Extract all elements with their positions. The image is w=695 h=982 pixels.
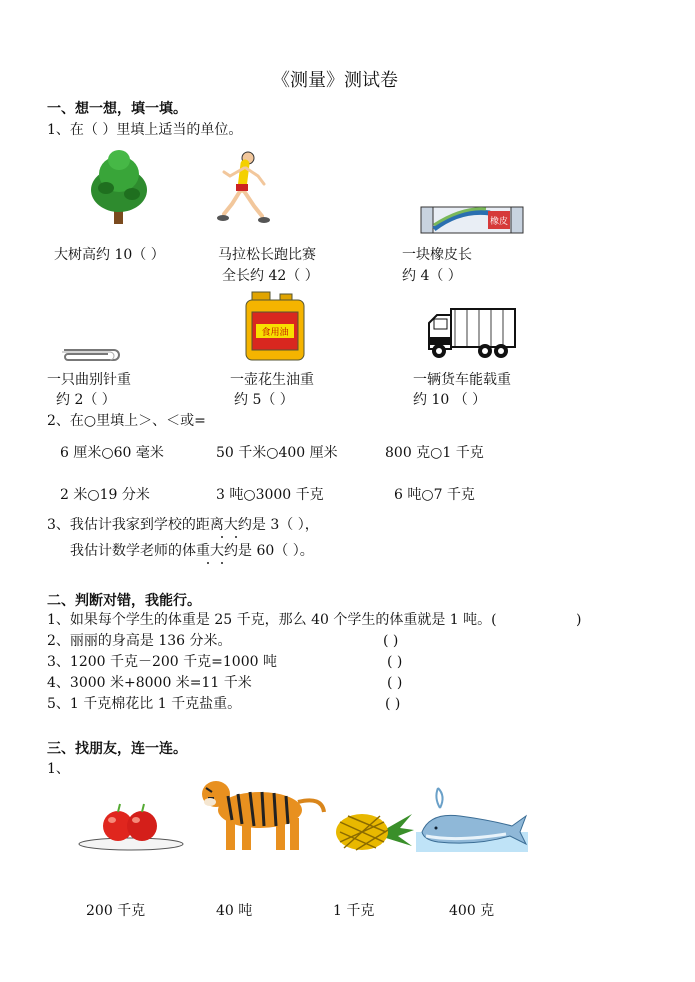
weight-option-3: 1 千克 [333, 903, 375, 919]
emphasis-dot [221, 562, 223, 564]
q1-prompt: 1、在（ ）里填上适当的单位。 [47, 122, 243, 138]
section3-q1: 1、 [47, 761, 70, 777]
emphasis-dot [207, 562, 209, 564]
page-title: 《测量》测试卷 [272, 70, 398, 91]
q3-line1: 3、我估计我家到学校的距离大约是 3（ ）， [47, 517, 319, 533]
item-oil-line2: 约 5（ ） [234, 392, 294, 408]
item-marathon-line2: 全长约 42（ ） [222, 268, 319, 284]
item-paperclip-line2: 约 2（ ） [56, 392, 116, 408]
q3-line2: 我估计数学老师的体重大约是 60（ ）。 [70, 543, 314, 559]
weight-option-2: 40 吨 [216, 903, 253, 919]
tree-icon [88, 150, 150, 226]
q2-row1-item3: 800 克○1 千克 [385, 445, 484, 461]
runner-icon [218, 150, 270, 232]
judge-item-4: 4、3000 米+8000 米=11 千米 [47, 675, 252, 691]
item-paperclip-line1: 一只曲别针重 [47, 372, 131, 388]
item-eraser-line1: 一块橡皮长 [402, 247, 472, 263]
emphasis-dot [221, 536, 223, 538]
q2-row2-item2: 3 吨○3000 千克 [216, 487, 324, 503]
judge-paren-5: ( ) [385, 696, 401, 712]
apples-icon [78, 800, 184, 852]
eraser-label: 橡皮 [489, 217, 509, 227]
judge-item-3: 3、1200 千克－200 千克=1000 吨 [47, 654, 277, 670]
whale-icon [416, 786, 528, 854]
weight-option-1: 200 千克 [86, 903, 146, 919]
section3-heading: 三、找朋友，连一连。 [47, 741, 187, 757]
item-oil-line1: 一壶花生油重 [230, 372, 314, 388]
q2-prompt: 2、在○里填上＞、＜或= [47, 413, 206, 429]
tiger-icon [198, 772, 328, 854]
section2-heading: 二、判断对错，我能行。 [47, 593, 201, 609]
item-eraser-line2: 约 4（ ） [402, 268, 462, 284]
judge-paren-2: ( ) [383, 633, 399, 649]
item-marathon-line1: 马拉松长跑比赛 [218, 247, 316, 263]
q2-row2-item3: 6 吨○7 千克 [394, 487, 475, 503]
item-truck-line2: 约 10 （ ） [413, 392, 487, 408]
item-truck-line1: 一辆货车能载重 [413, 372, 511, 388]
eraser-icon [420, 205, 524, 235]
oil-jug-icon [244, 290, 306, 362]
emphasis-dot [235, 536, 237, 538]
judge-item-5: 5、1 千克棉花比 1 千克盐重。 [47, 696, 242, 712]
oil-label: 食用油 [261, 328, 289, 338]
judge-paren-4: ( ) [387, 675, 403, 691]
paperclip-icon [58, 347, 120, 363]
judge-item-1: 1、如果每个学生的体重是 25 千克，那么 40 个学生的体重就是 1 吨。( [47, 612, 497, 628]
q2-row2-item1: 2 米○19 分米 [60, 487, 150, 503]
section1-heading: 一、想一想，填一填。 [47, 101, 187, 117]
truck-icon [425, 303, 517, 361]
q2-row1-item2: 50 千米○400 厘米 [216, 445, 338, 461]
judge-paren-1: ) [576, 612, 582, 628]
weight-option-4: 400 克 [449, 903, 495, 919]
judge-paren-3: ( ) [387, 654, 403, 670]
pineapple-icon [334, 808, 414, 854]
judge-item-2: 2、丽丽的身高是 136 分米。 [47, 633, 232, 649]
q2-row1-item1: 6 厘米○60 毫米 [60, 445, 164, 461]
item-tree-line1: 大树高约 10（ ） [54, 247, 165, 263]
